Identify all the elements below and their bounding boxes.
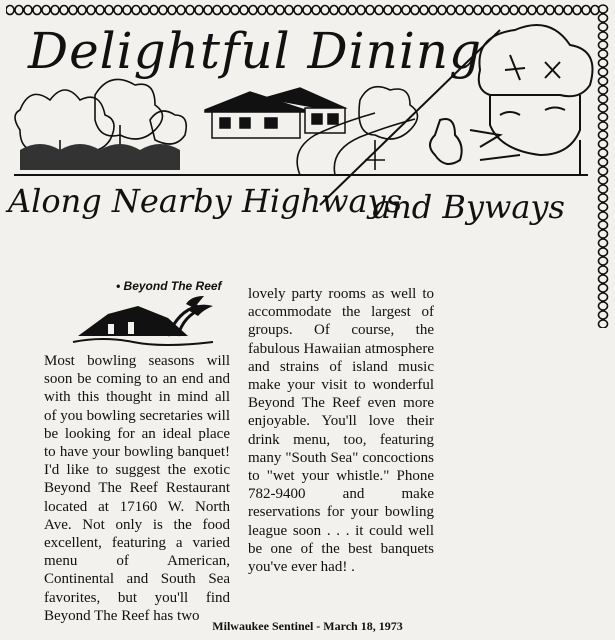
island-restaurant-logo — [68, 296, 218, 348]
masthead-subtitle-left: Along Nearby Highways — [8, 182, 403, 220]
article-column-1-text: Most bowling seasons will soon be coming to an end and with this thought in mind all of you bowling secretaries will be looking for an ideal place to have your bowling banquet! I'd like to suggest the exotic Beyond The Reef Restaurant located at 17160 W. North Ave. Not only is the food excellent, featuring a varied menu of American, Continental and South Sea favorites, but you'll find Beyond The Reef has two — [44, 353, 230, 624]
masthead-title: Delightful Dining — [28, 22, 483, 80]
source-credit: Milwaukee Sentinel - March 18, 1973 — [212, 619, 403, 633]
article-column-2 — [248, 285, 434, 576]
masthead-subtitle-right: and Byways — [372, 188, 565, 226]
article-column-1 — [44, 352, 230, 625]
article-column-2-text: lovely party rooms as well to accommodate the largest of groups. Of course, the fabulous Hawaiian atmosphere and strains of island music make your visit to wonderful Beyond The Reef even more enjoyable. You'll love their drink menu, too, featuring many "South Sea" concoctions to "wet your whistle." Phone 782-9400 and make reservations for your bowling league soon . . . it could well be one of the best banquets you've ever had! . — [248, 286, 434, 576]
article-caption: • Beyond The Reef — [116, 279, 222, 293]
hedge — [20, 144, 180, 170]
